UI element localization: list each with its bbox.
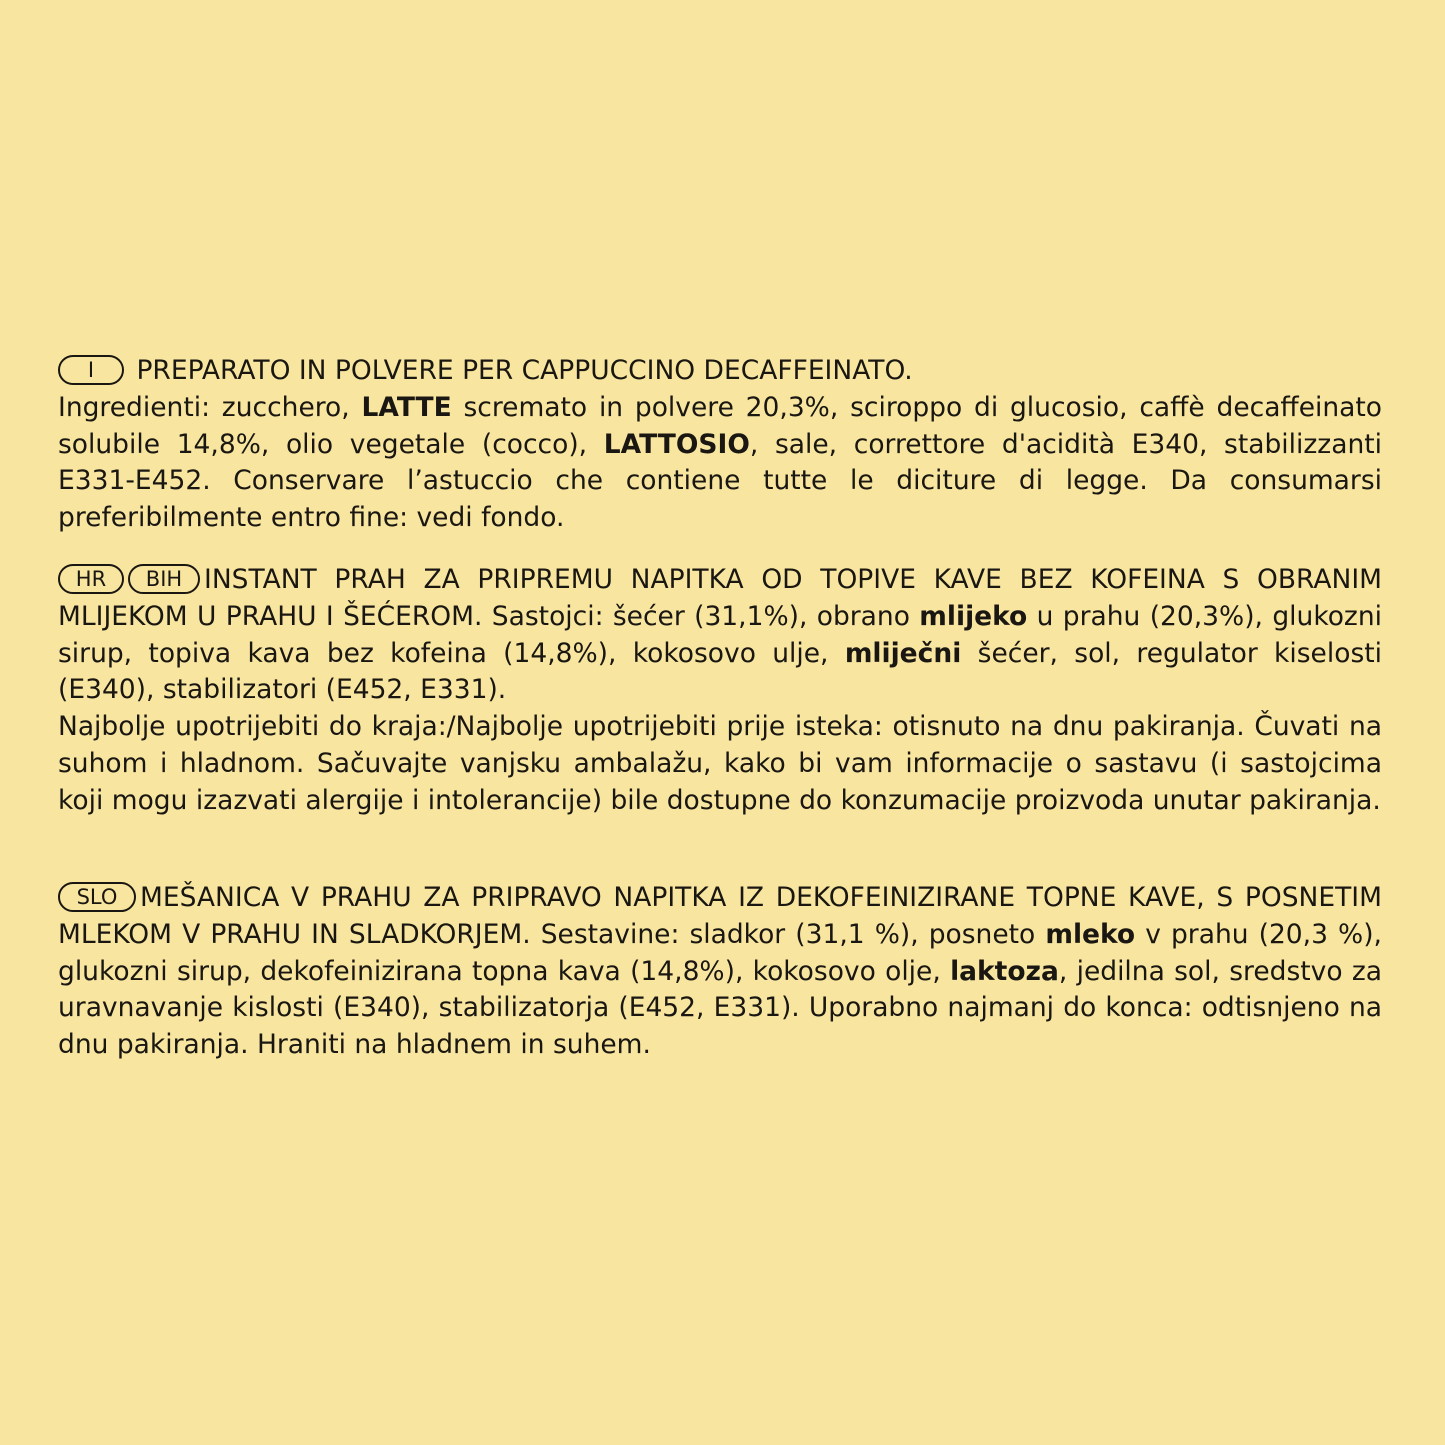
- italian-text-1: Ingredienti: zucchero,: [58, 391, 362, 423]
- language-badge-i: I: [58, 355, 124, 385]
- slovenian-ingredients: [58, 880, 1382, 1064]
- italian-allergen-lattosio: LATTOSIO: [603, 428, 750, 460]
- slovenian-allergen-mleko: mleko: [1045, 918, 1136, 950]
- croatian-text-1: INSTANT PRAH ZA PRIPREMU NAPITKA OD TOPIVE KAVE BEZ KOFEINA S OBRANIM MLIJEKOM U PRAHU I ŠEĆEROM. Sastojci: šećer (31,1%), obrano: [58, 564, 1382, 632]
- croatian-text-3: šećer, sol, regulator kiselosti (E340), stabilizatori (E452, E331).: [58, 637, 1383, 706]
- italian-text-3: , sale, correttore d'acidità E340, stabilizzanti E331-E452. Conservare l’astuccio che contiene tutte le diciture di legge. Da consumarsi preferibilmente entro fine: vedi fondo.: [58, 428, 1382, 534]
- italian-ingredients: [58, 390, 1382, 537]
- language-badge-slo: SLO: [58, 882, 136, 912]
- croatian-ingredients: [58, 562, 1382, 709]
- section-italian: [58, 353, 1382, 537]
- italian-allergen-latte: LATTE: [361, 391, 452, 423]
- croatian-allergen-mlijecni: mliječni: [844, 637, 962, 669]
- italian-text-2: scremato in polvere 20,3%, sciroppo di glucosio, caffè decaffeinato solubile 14,8%, olio vegetale (cocco),: [58, 391, 1382, 460]
- croatian-allergen-mlijeko: mlijeko: [919, 600, 1028, 632]
- slovenian-allergen-laktoza: laktoza: [950, 955, 1059, 987]
- section-croatian-bosnian: [58, 562, 1382, 820]
- slovenian-text-2: v prahu (20,3 %), glukozni sirup, dekofeinizirana topna kava (14,8%), kokosovo olje,: [58, 918, 1382, 987]
- italian-title-line: [58, 353, 1382, 390]
- croatian-storage: Najbolje upotrijebiti do kraja:/Najbolje upotrijebiti prije isteka: otisnuto na dnu pakiranja. Čuvati na suhom i hladnom. Sačuvajte vanjsku ambalažu, kako bi vam informacije o sastavu (i sastojcima koji mogu izazvati alergije i intolerancije) bile dostupne do konzumacije proizvoda unutar pakiranja.: [58, 711, 1382, 816]
- section-slovenian: [58, 880, 1382, 1064]
- italian-title: PREPARATO IN POLVERE PER CAPPUCCINO DECAFFEINATO.: [136, 355, 913, 386]
- croatian-text-2: u prahu (20,3%), glukozni sirup, topiva kava bez kofeina (14,8%), kokosovo ulje,: [58, 600, 1382, 669]
- language-badge-hr: HR: [58, 564, 124, 594]
- slovenian-text-1: MEŠANICA V PRAHU ZA PRIPRAVO NAPITKA IZ DEKOFEINIZIRANE TOPNE KAVE, S POSNETIM MLEKOM V PRAHU IN SLADKORJEM. Sestavine: sladkor (31,1 %), posneto: [58, 882, 1382, 950]
- slovenian-text-3: , jedilna sol, sredstvo za uravnavanje kislosti (E340), stabilizatorja (E452, E331). Uporabno najmanj do konca: odtisnjeno na dnu pakiranja. Hraniti na hladnem in suhem.: [58, 955, 1383, 1061]
- language-badge-bih: BIH: [128, 564, 200, 594]
